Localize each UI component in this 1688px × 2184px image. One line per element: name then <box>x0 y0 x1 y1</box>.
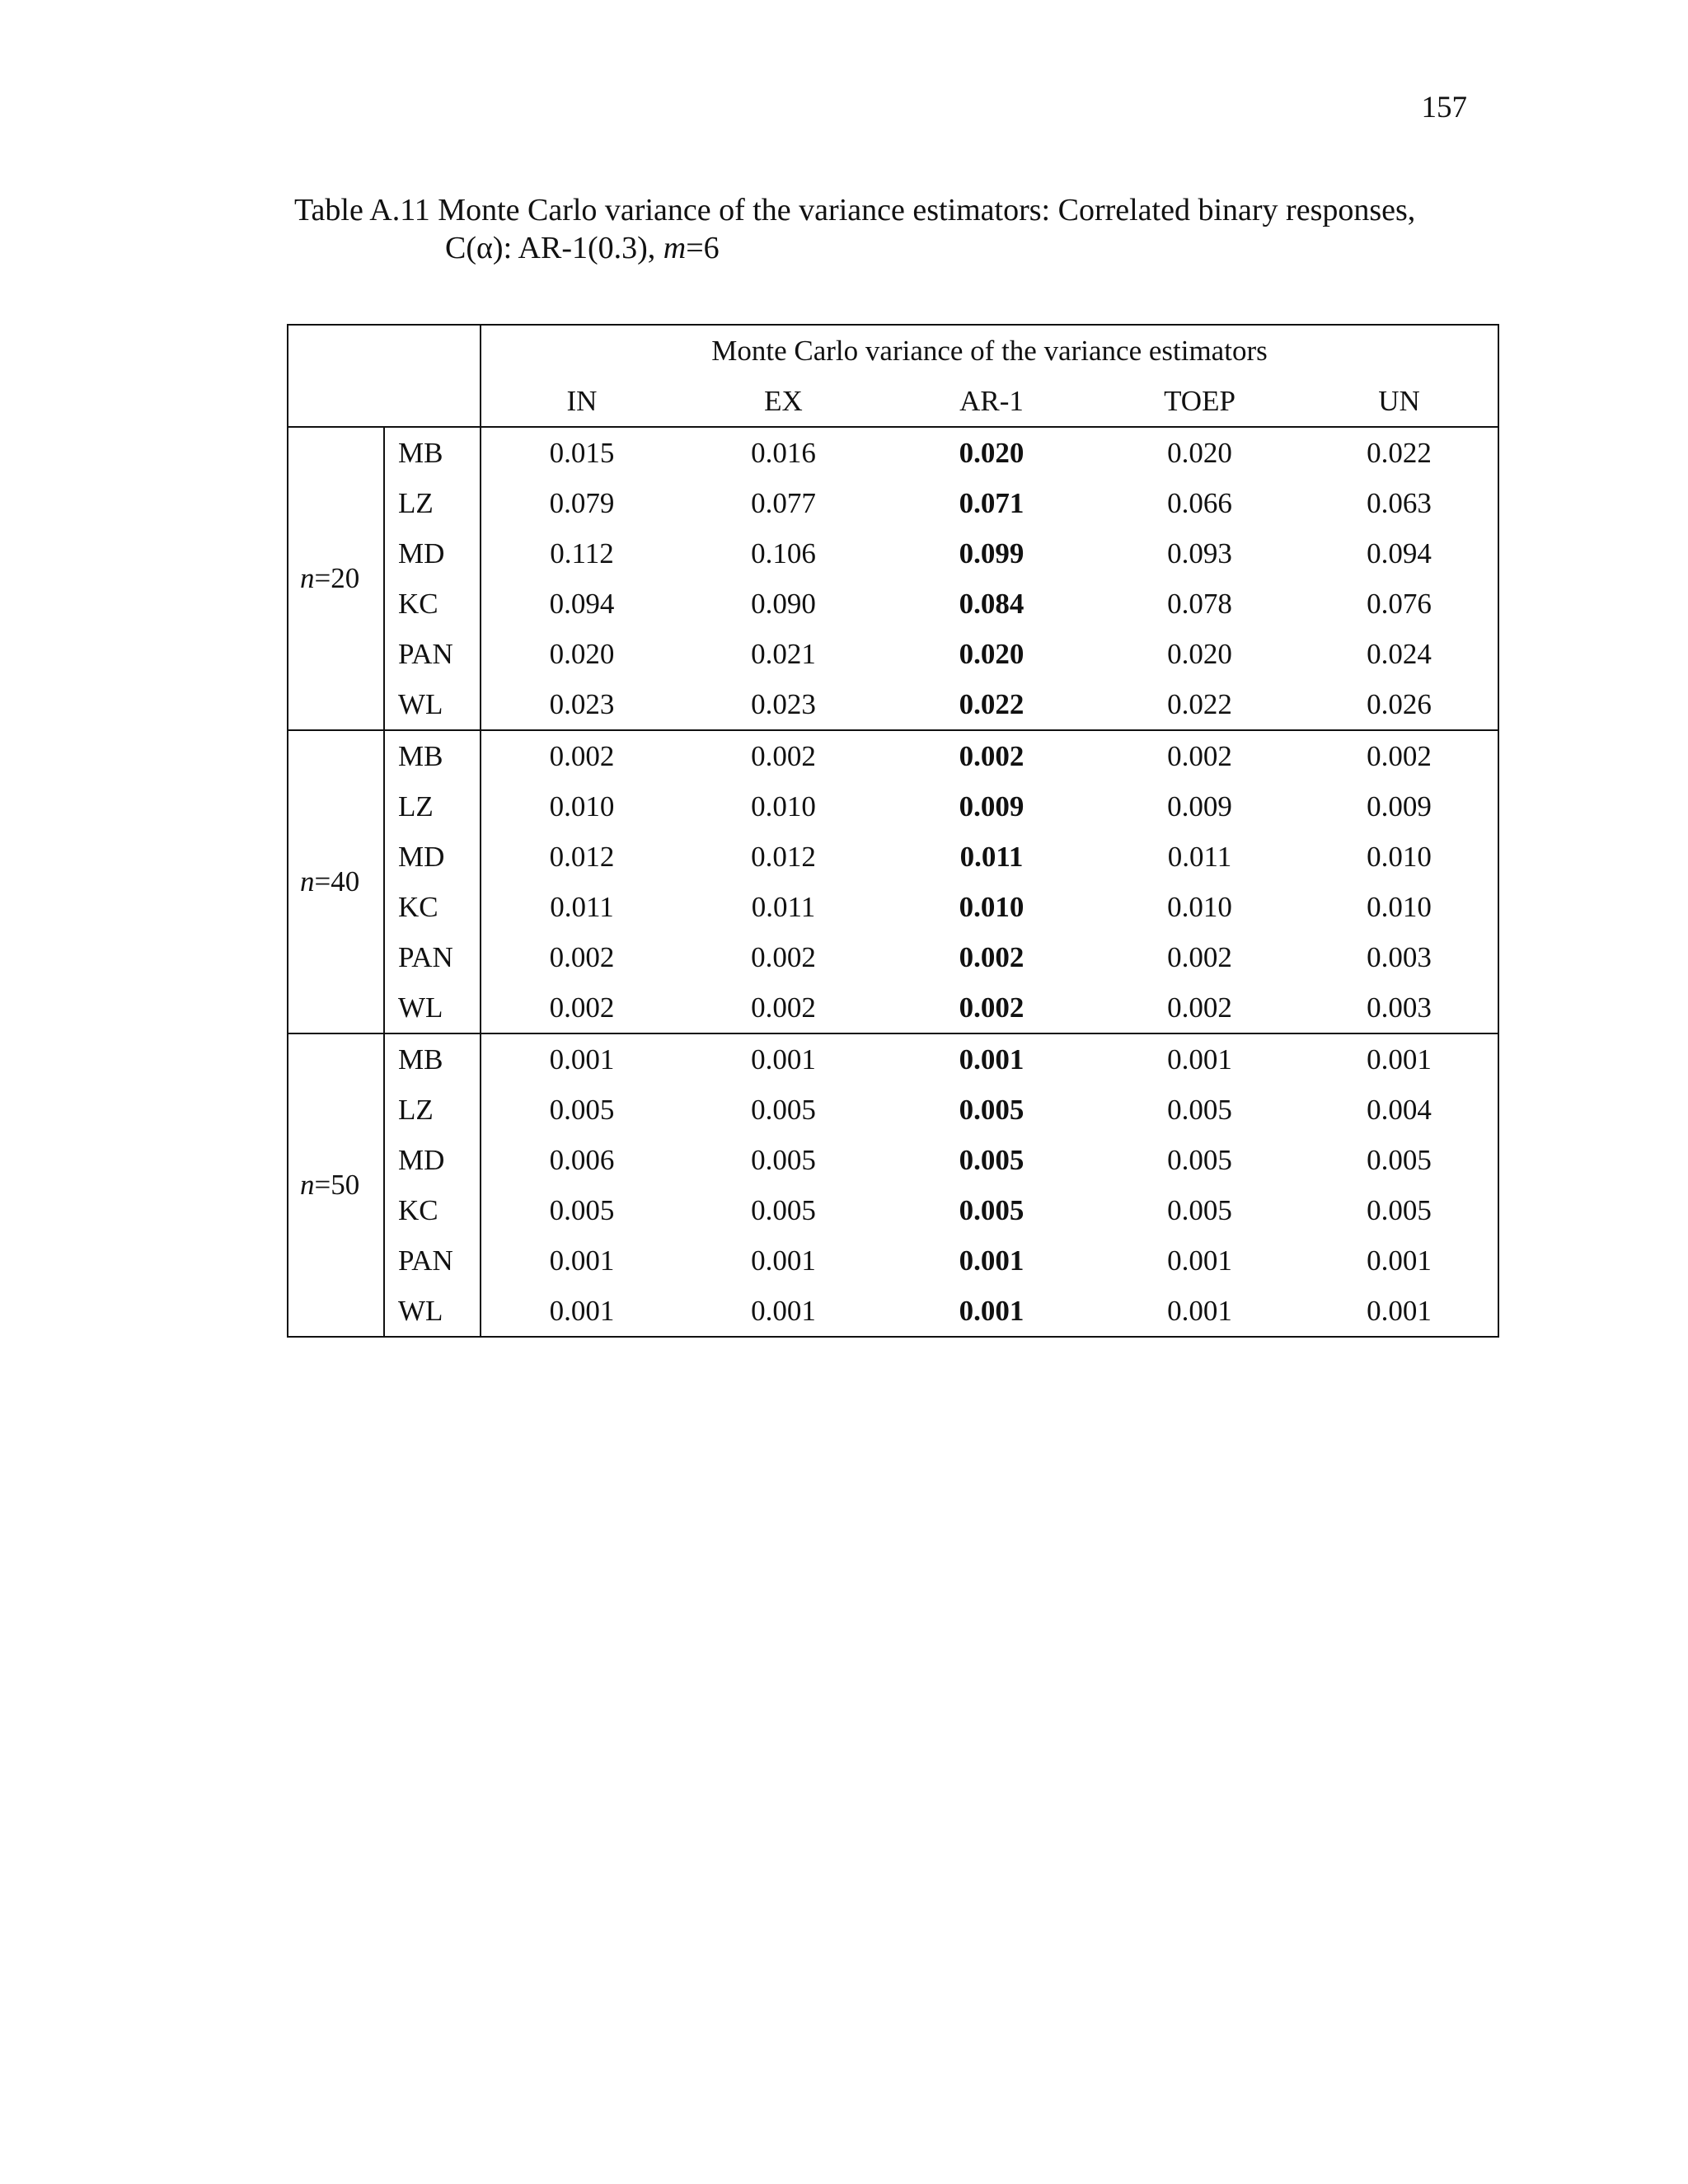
caption-line-2 <box>294 229 1481 267</box>
value-cell: 0.022 <box>1099 679 1301 730</box>
value-cell: 0.001 <box>1167 1244 1232 1277</box>
sample-size-variable: n <box>300 865 315 898</box>
value-cell: 0.005 <box>1167 1143 1232 1176</box>
value-cell: 0.002 <box>959 739 1025 772</box>
column-header: AR-1 <box>884 376 1099 427</box>
table-row <box>288 982 1498 1033</box>
span-header: Monte Carlo variance of the variance estimators <box>481 325 1498 376</box>
table-row <box>288 1286 1498 1337</box>
table-row <box>288 679 1498 730</box>
method-cell: MB <box>384 427 481 478</box>
page-number: 157 <box>1421 91 1467 124</box>
value-cell: 0.084 <box>959 587 1025 620</box>
value-cell: 0.005 <box>959 1193 1025 1226</box>
value-cell: 0.001 <box>959 1043 1025 1076</box>
value-cell: 0.071 <box>959 486 1025 519</box>
value-cell: 0.021 <box>751 637 816 670</box>
corner-cell <box>288 325 481 427</box>
value-cell: 0.063 <box>1301 478 1498 528</box>
value-cell: 0.001 <box>959 1244 1025 1277</box>
method-cell: KC <box>384 1185 481 1235</box>
value-cell: 0.005 <box>751 1143 816 1176</box>
sample-size-variable: n <box>300 562 315 594</box>
method-cell: WL <box>384 982 481 1033</box>
value-cell: 0.009 <box>1167 790 1232 823</box>
table-row <box>288 1033 1498 1085</box>
value-cell: 0.002 <box>884 982 1099 1033</box>
value-cell: 0.005 <box>751 1093 816 1126</box>
column-header: IN <box>481 376 682 427</box>
value-cell: 0.002 <box>1301 730 1498 781</box>
value-cell: 0.009 <box>1301 781 1498 832</box>
value-cell: 0.005 <box>1301 1185 1498 1235</box>
value-cell: 0.001 <box>1301 1033 1498 1085</box>
value-cell: 0.024 <box>1301 629 1498 679</box>
method-cell: MD <box>384 832 481 882</box>
value-cell: 0.003 <box>1301 982 1498 1033</box>
caption-m-variable: m <box>663 231 687 265</box>
table-row <box>288 528 1498 579</box>
value-cell: 0.001 <box>1099 1286 1301 1337</box>
value-cell: 0.023 <box>481 679 682 730</box>
value-cell: 0.005 <box>549 1193 615 1226</box>
table-row <box>288 427 1498 478</box>
value-cell: 0.002 <box>682 982 884 1033</box>
table-row <box>288 629 1498 679</box>
value-cell: 0.001 <box>549 1043 615 1076</box>
method-cell: KC <box>384 882 481 932</box>
sample-size-value: =40 <box>314 865 360 898</box>
column-header: TOEP <box>1099 376 1301 427</box>
column-header: UN <box>1301 376 1498 427</box>
value-cell: 0.094 <box>1301 528 1498 579</box>
value-cell: 0.099 <box>959 537 1025 569</box>
value-cell: 0.015 <box>549 436 615 469</box>
value-cell: 0.005 <box>1167 1193 1232 1226</box>
value-cell: 0.020 <box>1167 436 1232 469</box>
value-cell: 0.006 <box>549 1143 615 1176</box>
value-cell: 0.001 <box>1301 1235 1498 1286</box>
value-cell: 0.002 <box>1167 940 1232 973</box>
sample-size-value: =50 <box>314 1169 360 1201</box>
value-cell: 0.011 <box>751 890 816 923</box>
value-cell: 0.011 <box>1167 840 1232 873</box>
value-cell: 0.004 <box>1301 1085 1498 1135</box>
value-cell: 0.094 <box>549 587 615 620</box>
value-cell: 0.112 <box>550 537 614 569</box>
value-cell: 0.011 <box>550 890 614 923</box>
value-cell: 0.022 <box>1301 427 1498 478</box>
column-header: EX <box>682 376 884 427</box>
table-row <box>288 832 1498 882</box>
value-cell: 0.005 <box>959 1143 1025 1176</box>
value-cell: 0.090 <box>751 587 816 620</box>
method-cell: LZ <box>384 1085 481 1135</box>
value-cell: 0.001 <box>1167 1043 1232 1076</box>
value-cell: 0.020 <box>1167 637 1232 670</box>
value-cell: 0.012 <box>549 840 615 873</box>
span-header-row <box>288 325 1498 376</box>
value-cell: 0.001 <box>751 1244 816 1277</box>
value-cell: 0.076 <box>1301 579 1498 629</box>
method-cell: PAN <box>384 1235 481 1286</box>
value-cell: 0.002 <box>549 940 615 973</box>
value-cell: 0.022 <box>884 679 1099 730</box>
value-cell: 0.002 <box>959 940 1025 973</box>
value-cell: 0.010 <box>1167 890 1232 923</box>
method-cell: PAN <box>384 629 481 679</box>
value-cell: 0.077 <box>751 486 816 519</box>
sample-size-cell <box>288 427 384 730</box>
table-row <box>288 579 1498 629</box>
value-cell: 0.010 <box>1301 882 1498 932</box>
results-table <box>287 324 1499 1338</box>
sample-size-variable: n <box>300 1169 315 1201</box>
value-cell: 0.020 <box>549 637 615 670</box>
value-cell: 0.001 <box>549 1244 615 1277</box>
value-cell: 0.002 <box>1167 739 1232 772</box>
caption-line-2-suffix: =6 <box>686 231 720 265</box>
value-cell: 0.020 <box>959 436 1025 469</box>
value-cell: 0.002 <box>549 739 615 772</box>
method-cell: WL <box>384 1286 481 1337</box>
value-cell: 0.001 <box>1301 1286 1498 1337</box>
table-row <box>288 882 1498 932</box>
value-cell: 0.003 <box>1301 932 1498 982</box>
value-cell: 0.093 <box>1167 537 1232 569</box>
value-cell: 0.079 <box>549 486 615 519</box>
caption-line-2-prefix: C(α): AR-1(0.3), <box>445 231 663 265</box>
value-cell: 0.001 <box>884 1286 1099 1337</box>
table-row <box>288 1235 1498 1286</box>
value-cell: 0.002 <box>481 982 682 1033</box>
method-cell: MB <box>384 1033 481 1085</box>
value-cell: 0.002 <box>751 940 816 973</box>
value-cell: 0.012 <box>751 840 816 873</box>
table-caption <box>294 191 1481 267</box>
sample-size-cell <box>288 1033 384 1337</box>
value-cell: 0.026 <box>1301 679 1498 730</box>
value-cell: 0.001 <box>481 1286 682 1337</box>
value-cell: 0.005 <box>1167 1093 1232 1126</box>
sample-size-value: =20 <box>314 562 360 594</box>
method-cell: PAN <box>384 932 481 982</box>
value-cell: 0.020 <box>959 637 1025 670</box>
value-cell: 0.016 <box>751 436 816 469</box>
value-cell: 0.001 <box>751 1043 816 1076</box>
value-cell: 0.001 <box>682 1286 884 1337</box>
value-cell: 0.002 <box>1099 982 1301 1033</box>
value-cell: 0.005 <box>1301 1135 1498 1185</box>
value-cell: 0.002 <box>751 739 816 772</box>
method-cell: MD <box>384 528 481 579</box>
value-cell: 0.005 <box>549 1093 615 1126</box>
method-cell: KC <box>384 579 481 629</box>
value-cell: 0.010 <box>1301 832 1498 882</box>
value-cell: 0.010 <box>751 790 816 823</box>
value-cell: 0.010 <box>959 890 1025 923</box>
table-row <box>288 730 1498 781</box>
method-cell: MB <box>384 730 481 781</box>
value-cell: 0.011 <box>959 840 1024 873</box>
value-cell: 0.066 <box>1167 486 1232 519</box>
results-table-container <box>287 324 1499 1338</box>
value-cell: 0.005 <box>959 1093 1025 1126</box>
table-row <box>288 478 1498 528</box>
method-cell: MD <box>384 1135 481 1185</box>
value-cell: 0.005 <box>751 1193 816 1226</box>
value-cell: 0.106 <box>751 537 816 569</box>
method-cell: WL <box>384 679 481 730</box>
sample-size-cell <box>288 730 384 1033</box>
table-row <box>288 1185 1498 1235</box>
table-row <box>288 1085 1498 1135</box>
table-row <box>288 932 1498 982</box>
value-cell: 0.078 <box>1167 587 1232 620</box>
value-cell: 0.010 <box>549 790 615 823</box>
value-cell: 0.009 <box>959 790 1025 823</box>
results-table-body <box>288 325 1498 1337</box>
method-cell: LZ <box>384 781 481 832</box>
caption-line-1: Table A.11 Monte Carlo variance of the variance estimators: Correlated binary responses, <box>294 193 1416 227</box>
value-cell: 0.023 <box>682 679 884 730</box>
table-row <box>288 1135 1498 1185</box>
table-row <box>288 781 1498 832</box>
method-cell: LZ <box>384 478 481 528</box>
